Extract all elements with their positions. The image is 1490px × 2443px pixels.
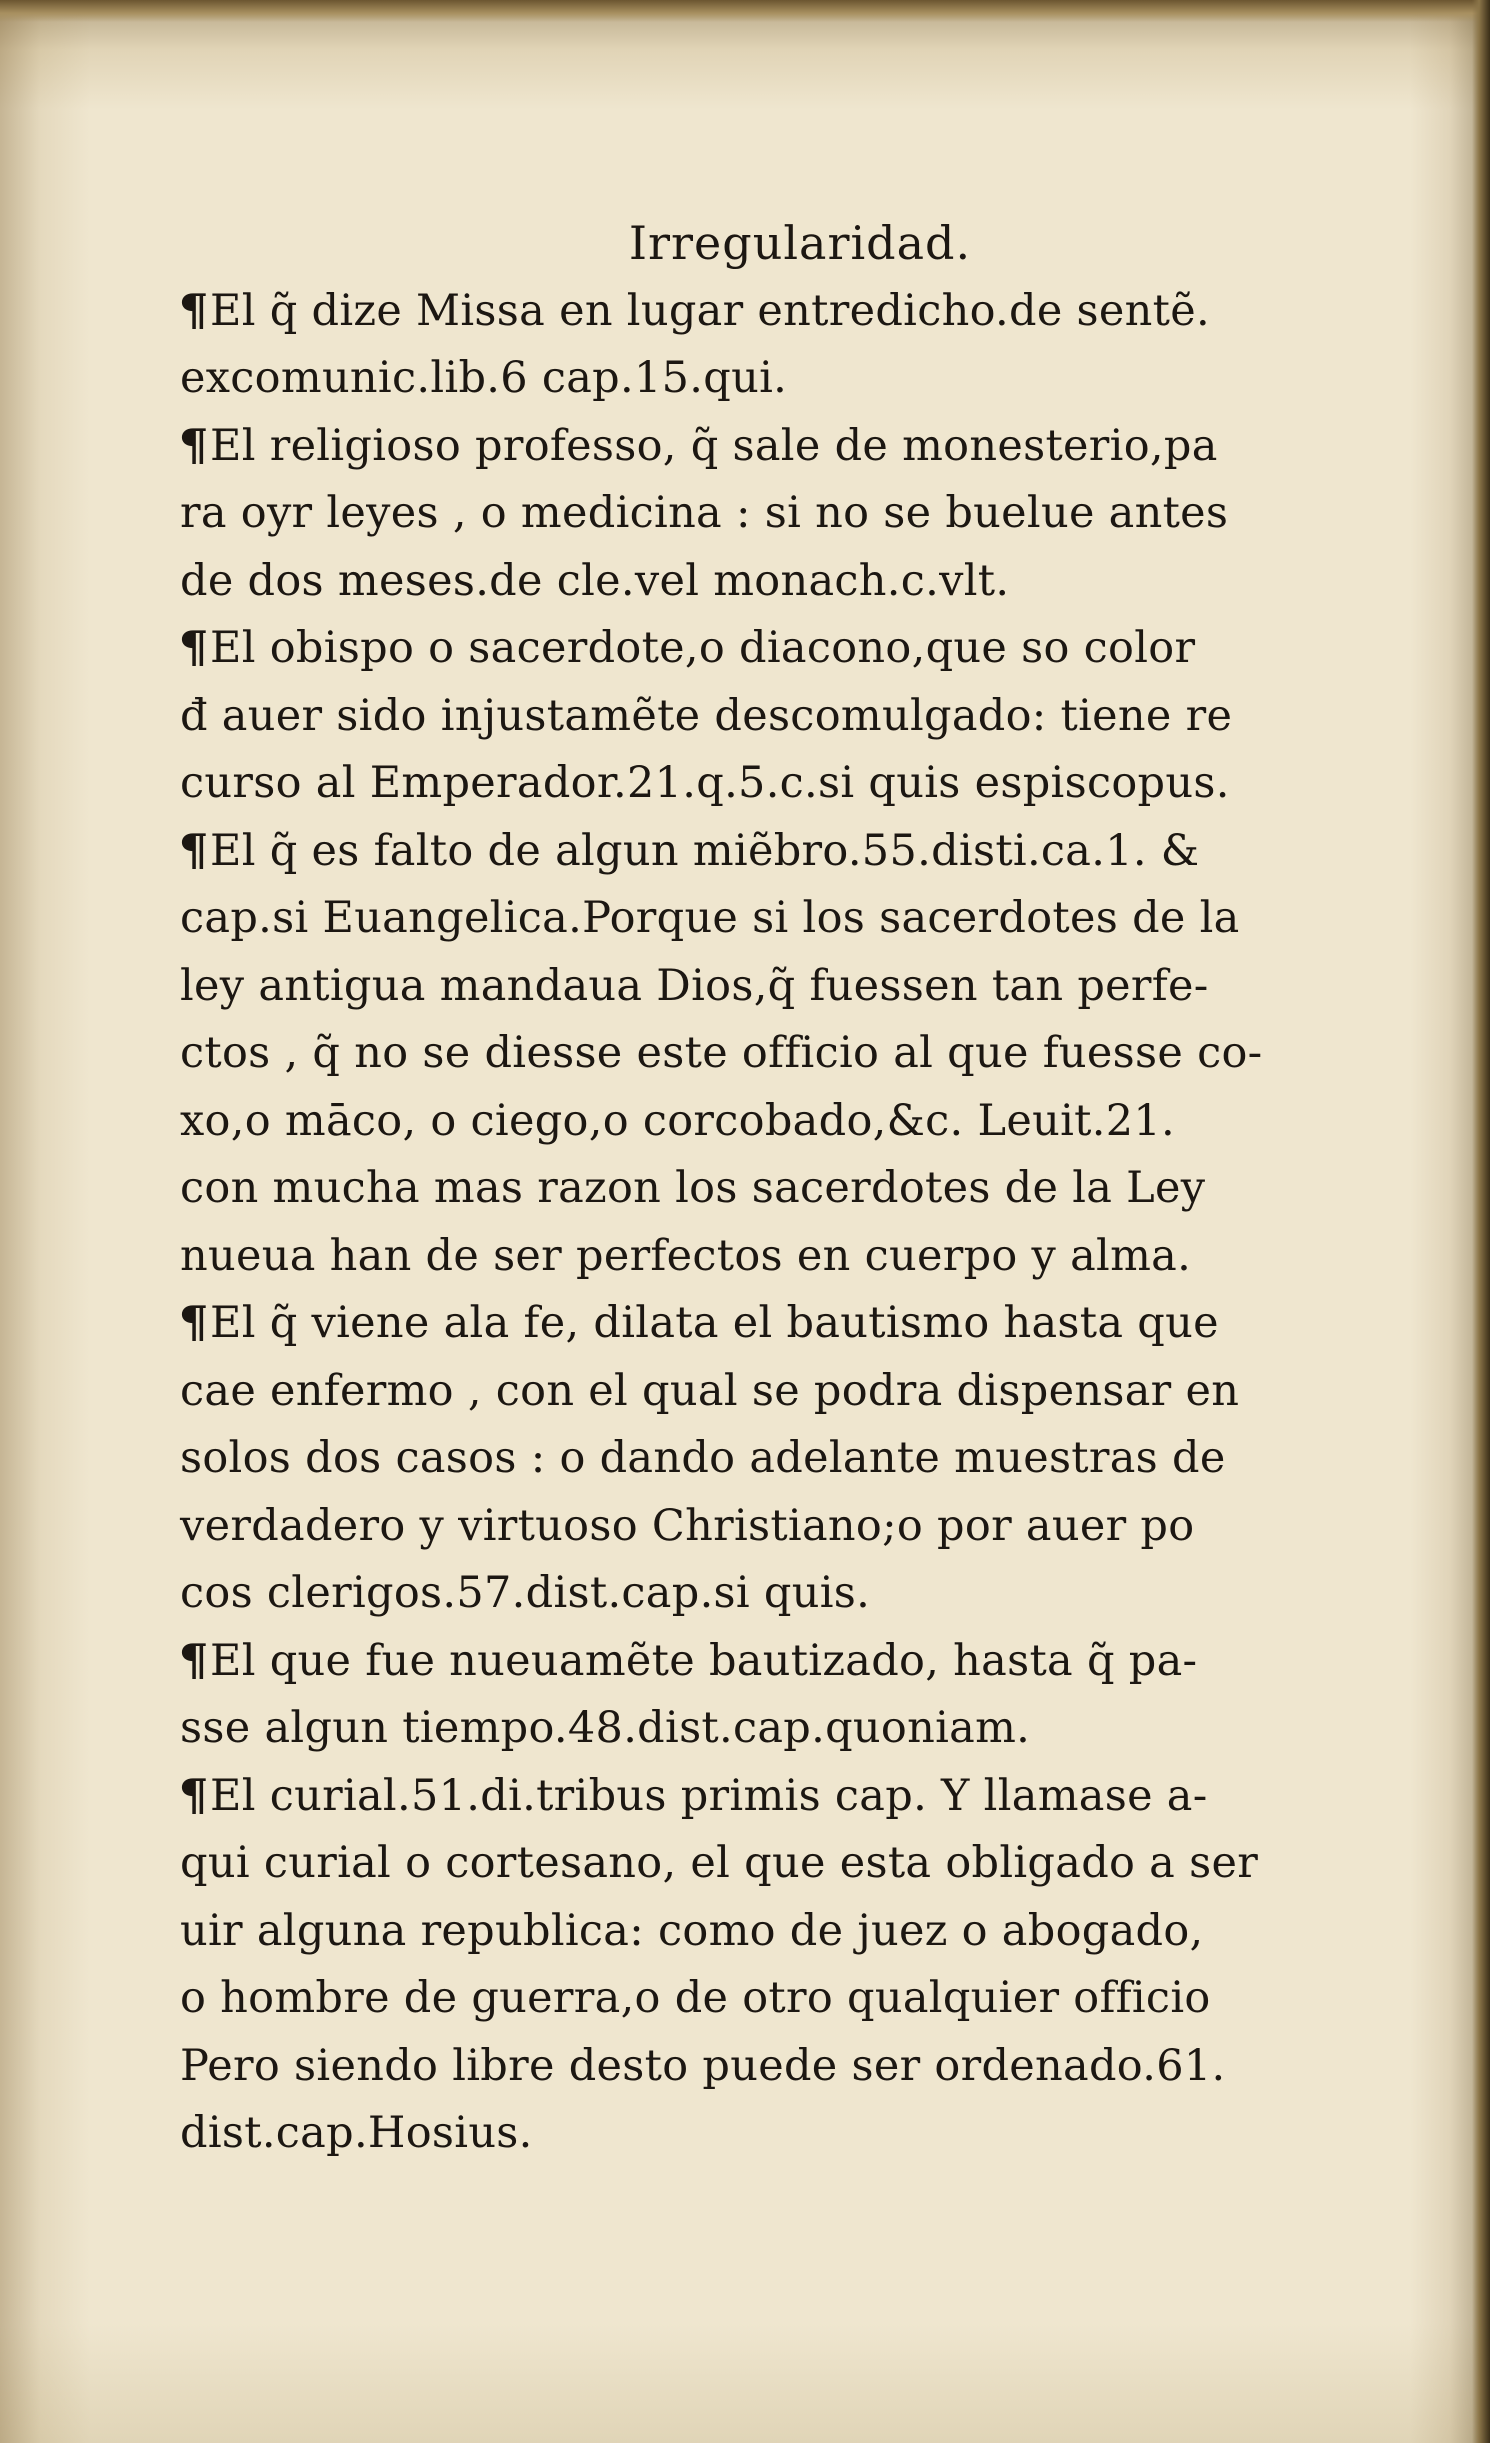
paragraph-mark-icon: ¶ [178,825,209,876]
line-text: El q̃ es falto de algun miẽbro.55.disti.ca.1. & [210,825,1200,876]
line-text: de dos meses.de cle.vel monach.c.vlt. [180,555,1010,606]
text-line [180,953,1340,1021]
page-text [180,210,1340,2168]
line-text: dist.cap.Hosius. [180,2108,533,2158]
line-text: nueua han de ser perfectos en cuerpo y alma. [180,1230,1192,1281]
line-text: El q̃ viene ala fe, dilata el bautismo hasta que [210,1298,1219,1348]
text-line [180,345,1340,413]
line-text: ctos , q̃ no se diesse este officio al que fuesse co- [180,1028,1263,1078]
line-text: excomunic.lib.6 cap.15.qui. [180,353,788,403]
entry-paragraph [180,413,1340,616]
text-line [180,1628,1340,1696]
text-line [180,1020,1340,1088]
line-text: qui curial o cortesano, el que esta obligado a ser [180,1838,1259,1888]
text-line [180,1425,1340,1493]
line-text: cae enfermo , con el qual se podra dispensar en [180,1365,1240,1416]
line-text: đ auer sido injustamẽte descomulgado: tiene re [180,690,1233,741]
running-head: Irregularidad. [628,216,972,270]
text-line [180,2100,1340,2168]
text-line [180,1695,1340,1763]
entry-paragraph [180,615,1340,818]
text-line [180,1088,1340,1156]
line-text: El religioso professo, q̃ sale de monesterio,pa [210,420,1218,471]
text-line [180,1830,1340,1898]
line-text: El obispo o sacerdote,o diacono,que so color [210,623,1196,673]
text-line [180,1898,1340,1966]
text-line [180,1223,1340,1291]
paragraph-mark-icon: ¶ [178,623,209,673]
text-line [180,1358,1340,1426]
text-line [180,1560,1340,1628]
line-text: o hombre de guerra,o de otro qualquier officio [180,1973,1211,2023]
text-line [180,2033,1340,2101]
line-text: curso al Emperador.21.q.5.c.si quis espiscopus. [180,758,1230,808]
line-text: ra oyr leyes , o medicina : si no se buelue antes [180,488,1229,538]
line-text: verdadero y virtuoso Christiano;o por auer po [180,1500,1195,1551]
text-line [180,615,1340,683]
line-text: solos dos casos : o dando adelante muestras de [180,1433,1226,1483]
entries-list [180,278,1340,2168]
page-right-edge [1472,0,1490,2443]
line-text: sse algun tiempo.48.dist.cap.quoniam. [180,1703,1031,1753]
line-text: con mucha mas razon los sacerdotes de la Ley [180,1163,1206,1213]
text-line [180,548,1340,616]
line-text: cap.si Euangelica.Porque si los sacerdotes de la [180,893,1240,943]
text-line [180,413,1340,481]
paragraph-mark-icon: ¶ [178,1298,209,1348]
line-text: El que fue nueuamẽte bautizado, hasta q̃ pa- [210,1635,1198,1686]
line-text: El q̃ dize Missa en lugar entredicho.de sentẽ. [210,285,1210,336]
paragraph-mark-icon: ¶ [178,285,209,336]
text-line [180,480,1340,548]
entry-paragraph [180,818,1340,1291]
line-text: Pero siendo libre desto puede ser ordenado.61. [180,2040,1226,2091]
text-line [180,818,1340,886]
line-text: uir alguna republica: como de juez o abogado, [180,1905,1204,1956]
entry-paragraph [180,1763,1340,2168]
paragraph-mark-icon: ¶ [178,1770,209,1821]
text-line [180,1155,1340,1223]
page-top-edge [0,0,1490,22]
text-line [180,1965,1340,2033]
text-line [180,683,1340,751]
line-text: xo,o māco, o ciego,o corcobado,&c. Leuit.21. [180,1095,1175,1146]
paragraph-mark-icon: ¶ [178,1635,209,1686]
line-text: ley antigua mandaua Dios,q̃ fuessen tan perfe- [180,960,1209,1011]
paragraph-mark-icon: ¶ [178,420,209,471]
line-text: El curial.51.di.tribus primis cap. Y llamase a- [210,1770,1208,1821]
text-line [180,278,1340,346]
entry-paragraph [180,1290,1340,1628]
entry-paragraph [180,278,1340,413]
text-line [180,885,1340,953]
text-line [180,1493,1340,1561]
text-line [180,1763,1340,1831]
entry-paragraph [180,1628,1340,1763]
text-line [180,750,1340,818]
line-text: cos clerigos.57.dist.cap.si quis. [180,1568,871,1618]
text-line [180,1290,1340,1358]
